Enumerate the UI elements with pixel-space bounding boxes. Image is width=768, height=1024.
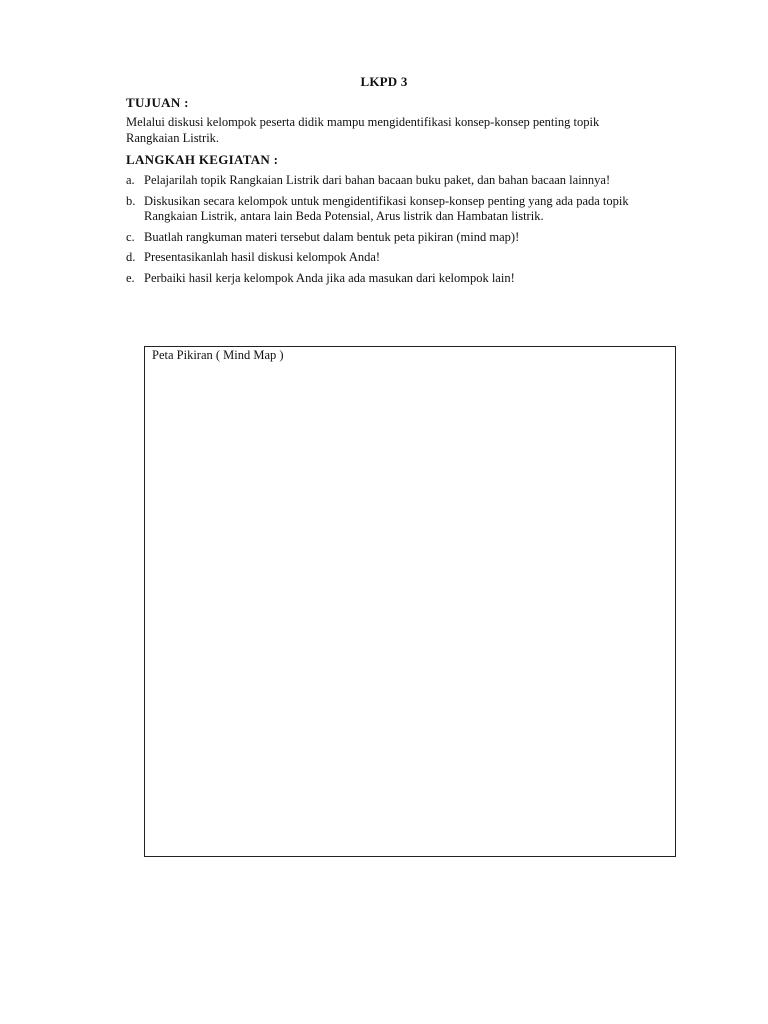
- step-item: [126, 173, 661, 189]
- step-item: [126, 271, 661, 287]
- step-text: Presentasikanlah hasil diskusi kelompok Anda!: [144, 250, 381, 264]
- step-marker: a.: [126, 173, 135, 187]
- step-item: [126, 250, 661, 266]
- tujuan-text: Melalui diskusi kelompok peserta didik mampu mengidentifikasi konsep-konsep penting topik Rangkaian Listrik.: [126, 115, 600, 145]
- mindmap-label: Peta Pikiran ( Mind Map ): [152, 348, 284, 362]
- step-text: Pelajarilah topik Rangkaian Listrik dari bahan bacaan buku paket, dan bahan bacaan lainnya!: [144, 173, 611, 187]
- step-marker: d.: [126, 250, 136, 264]
- tujuan-heading: TUJUAN :: [126, 95, 189, 110]
- langkah-heading: LANGKAH KEGIATAN :: [126, 152, 279, 167]
- step-marker: c.: [126, 229, 135, 244]
- step-marker: b.: [126, 193, 136, 208]
- step-text: Diskusikan secara kelompok untuk mengidentifikasi konsep-konsep penting yang ada pada topik Rangkaian Listrik, antara lain Beda Potensial, Arus listrik dan Hambatan listrik.: [144, 193, 629, 223]
- step-marker: e.: [126, 270, 135, 285]
- mindmap-box: [144, 346, 676, 857]
- step-text: Perbaiki hasil kerja kelompok Anda jika ada masukan dari kelompok lain!: [144, 270, 515, 285]
- step-text: Buatlah rangkuman materi tersebut dalam bentuk peta pikiran (mind map)!: [144, 229, 520, 244]
- step-item: [126, 194, 661, 225]
- page-title: LKPD 3: [360, 74, 408, 89]
- steps-list: [126, 173, 661, 291]
- step-item: [126, 230, 661, 246]
